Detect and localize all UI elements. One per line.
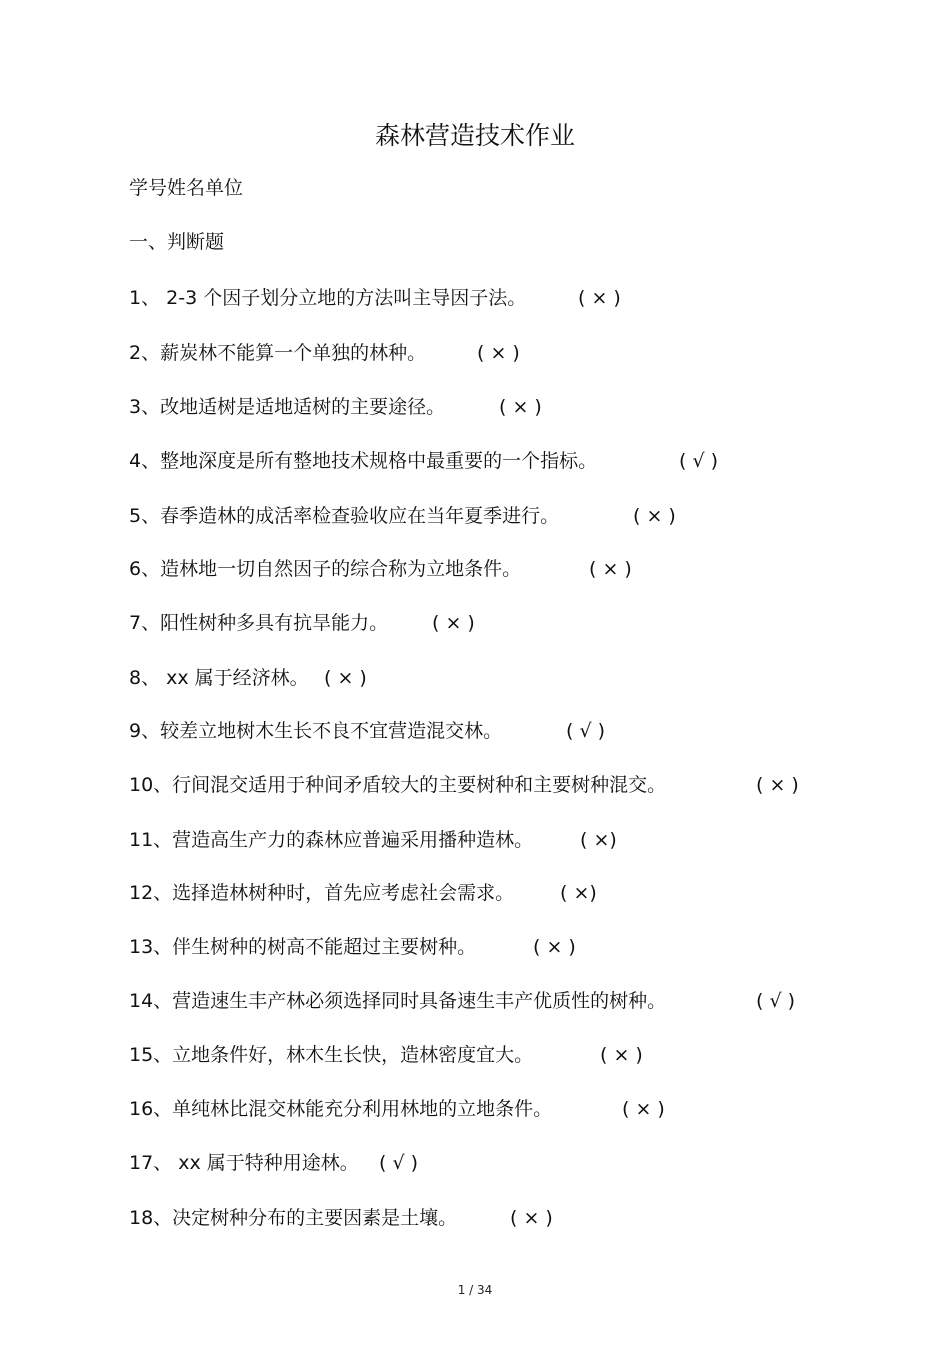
question-10: 10、行间混交适用于种间矛盾较大的主要树种和主要树种混交。 [129, 774, 667, 796]
question-13: 13、伴生树种的树高不能超过主要树种。 [129, 936, 477, 958]
answer-5: ( × ) [633, 505, 676, 527]
answer-15: ( × ) [600, 1044, 643, 1066]
question-4: 4、整地深度是所有整地技术规格中最重要的一个指标。 [129, 450, 598, 472]
question-12: 12、选择造林树种时，首先应考虑社会需求。 [129, 882, 515, 904]
answer-12: ( ×) [560, 882, 597, 904]
section-heading: 一、判断题 [129, 231, 225, 253]
answer-1: ( × ) [578, 287, 621, 309]
question-8: 8、 xx 属于经济林。 [129, 667, 309, 689]
question-5: 5、春季造林的成活率检查验收应在当年夏季进行。 [129, 505, 560, 527]
question-16: 16、单纯林比混交林能充分利用林地的立地条件。 [129, 1098, 553, 1120]
answer-2: ( × ) [477, 342, 520, 364]
answer-17: ( √ ) [379, 1152, 419, 1174]
question-15: 15、立地条件好，林木生长快，造林密度宜大。 [129, 1044, 534, 1066]
answer-10: ( × ) [756, 774, 799, 796]
answer-14: ( √ ) [756, 990, 796, 1012]
answer-18: ( × ) [510, 1207, 553, 1229]
question-6: 6、造林地一切自然因子的综合称为立地条件。 [129, 558, 522, 580]
answer-3: ( × ) [499, 396, 542, 418]
question-9: 9、较差立地树木生长不良不宜营造混交林。 [129, 720, 503, 742]
question-18: 18、决定树种分布的主要因素是土壤。 [129, 1207, 458, 1229]
answer-11: ( ×) [580, 829, 617, 851]
answer-16: ( × ) [622, 1098, 665, 1120]
page-number: 1 / 34 [457, 1283, 493, 1297]
answer-7: ( × ) [432, 612, 475, 634]
answer-6: ( × ) [589, 558, 632, 580]
question-1: 1、 2-3 个因子划分立地的方法叫主导因子法。 [129, 287, 527, 309]
answer-9: ( √ ) [566, 720, 606, 742]
question-7: 7、阳性树种多具有抗旱能力。 [129, 612, 389, 634]
answer-13: ( × ) [533, 936, 576, 958]
answer-8: ( × ) [324, 667, 367, 689]
question-17: 17、 xx 属于特种用途林。 [129, 1152, 359, 1174]
answer-4: ( √ ) [679, 450, 719, 472]
question-3: 3、改地适树是适地适树的主要途径。 [129, 396, 446, 418]
question-2: 2、薪炭林不能算一个单独的林种。 [129, 342, 427, 364]
question-14: 14、营造速生丰产林必须选择同时具备速生丰产优质性的树种。 [129, 990, 667, 1012]
question-11: 11、营造高生产力的森林应普遍采用播种造林。 [129, 829, 534, 851]
student-info-line: 学号姓名单位 [129, 177, 244, 199]
document-title: 森林营造技术作业 [374, 121, 575, 150]
